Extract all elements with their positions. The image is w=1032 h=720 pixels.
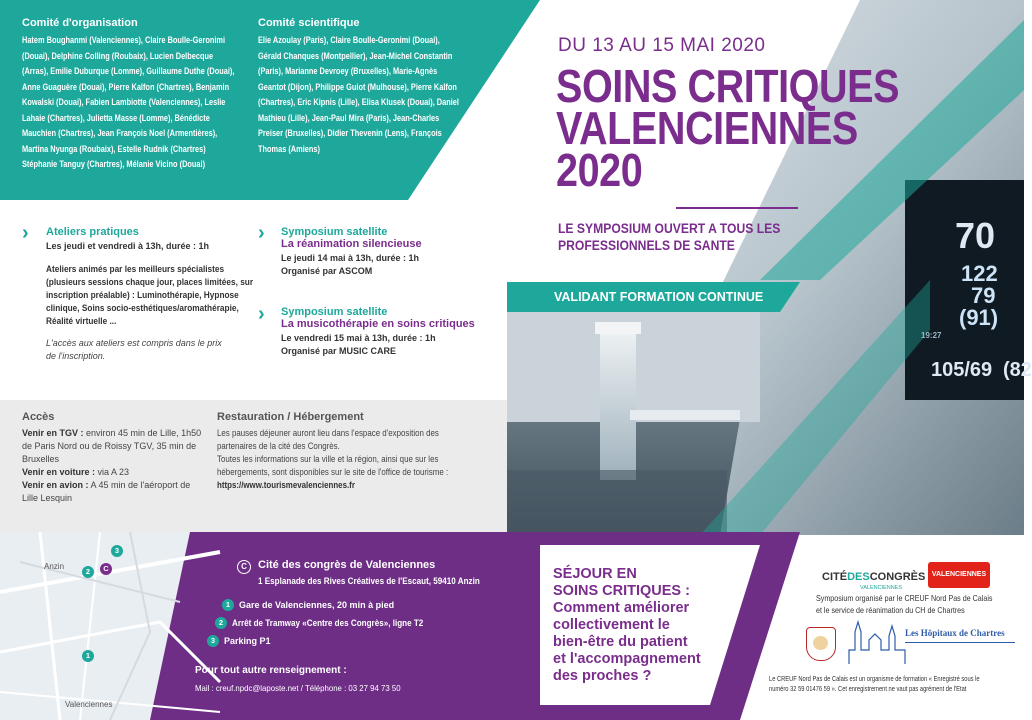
acces-avion-label: Venir en avion : [22, 480, 89, 490]
symposium-1-org: Organisé par ASCOM [281, 266, 373, 276]
comite-organisation-line: Anne Guaguère (Douai), Pierre Kalfon (Chartres), Benjamin [22, 81, 230, 92]
comite-organisation-list [22, 33, 235, 173]
symposium-2-org: Organisé par MUSIC CARE [281, 346, 397, 356]
restauration-line: Les pauses déjeuner auront lieu dans l'espace d'exposition des [217, 428, 439, 438]
venue-item-1: Gare de Valenciennes, 20 min à pied [239, 600, 395, 610]
acces-tgv-line: environ 45 min de Lille, 1h50 [83, 428, 202, 438]
acces-tgv-label: Venir en TGV : [22, 428, 84, 438]
crest-logo [806, 627, 836, 661]
acces-text [22, 427, 207, 505]
symposium-1-label: Symposium satellite [281, 226, 388, 238]
comite-organisation-line: Lahaie (Chartres), Julietta Masse (Lomme), Bénédicte [22, 112, 210, 123]
chevron-right-icon: › [258, 222, 265, 244]
info-heading: Pour tout autre renseignement : [195, 665, 347, 676]
title-rule [676, 207, 798, 209]
organised-line: Symposium organisé par le CREUF Nord Pas de Calais [816, 593, 993, 603]
acces-title: Accès [22, 411, 55, 423]
symposium-2 [281, 306, 496, 358]
ateliers-desc-line: clinique, Soins socio-esthétiques/aromathérapie, [46, 303, 239, 313]
sejour-question [553, 566, 701, 685]
ateliers-desc-line: Ateliers animés par les meilleurs spécialistes [46, 264, 225, 274]
comite-organisation-line: Martina Nyunga (Roubaix), Estelle Rudnik (Chartres) [22, 143, 206, 154]
comite-scientifique-line: (Paris), Marianne Devroey (Bruxelles), Marie-Agnès [258, 66, 438, 76]
title-line-2: VALENCIENNES [556, 102, 858, 154]
acces-tgv-line: Bruxelles [22, 454, 60, 464]
validant-label: VALIDANT FORMATION CONTINUE [554, 290, 764, 304]
chevron-right-icon: › [22, 222, 29, 244]
comite-scientifique [258, 17, 488, 157]
acces-voiture: via A 23 [95, 467, 130, 477]
contact-info[interactable]: Mail : creuf.npdc@laposte.net / Téléphone : 03 27 94 73 50 [195, 683, 401, 693]
ateliers-desc-line: inscription préalable) : Luminothérapie, Hypnose [46, 290, 239, 300]
venue-icon: C [237, 560, 251, 574]
comite-organisation-line: Mauchien (Chartres), Jean François Noel (Armentières), [22, 128, 218, 138]
monitor-time: 19:27 [921, 331, 942, 340]
venue-item-1-number: 1 [222, 599, 234, 611]
ateliers-desc [46, 263, 254, 328]
creuf-line: numéro 32 59 01476 59 ». Cet enregistrement ne vaut pas agrément de l'Etat [769, 684, 967, 693]
organised-by [816, 593, 992, 616]
restauration-title: Restauration / Hébergement [217, 411, 364, 423]
hopitaux-rule [905, 642, 1015, 643]
creuf-registration [769, 674, 980, 694]
symposium-2-label: Symposium satellite [281, 306, 388, 318]
map-streets [0, 532, 220, 720]
ateliers-section [46, 226, 256, 363]
comite-organisation-line: Hatem Boughanmi (Valenciennes), Claire Boulle-Geronimi [22, 35, 226, 45]
venue-name: Cité des congrès de Valenciennes [258, 559, 436, 571]
restauration-line: partenaires de la cité des Congrès. [217, 441, 340, 451]
monitor-readout [915, 185, 1032, 395]
subtitle-line-1: LE SYMPOSIUM OUVERT A TOUS LES [558, 221, 781, 236]
logo-cite-part: CITÉ [822, 571, 848, 583]
map-pin-2[interactable]: 2 [82, 566, 94, 578]
event-dates: DU 13 AU 15 MAI 2020 [558, 35, 766, 56]
comite-scientifique-line: Gérald Chanques (Montpellier), Jean-Michel Constantin [258, 50, 453, 61]
sejour-line: collectivement le [553, 617, 670, 633]
title-line-1: SOINS CRITIQUES [556, 60, 900, 112]
sejour-line: SOINS CRITIQUES : [553, 583, 690, 599]
sejour-line: des proches ? [553, 668, 652, 684]
creuf-line: Le CREUF Nord Pas de Calais est un organisme de formation « Enregistré sous le [769, 674, 980, 683]
map-pin-venue[interactable]: C [100, 563, 112, 575]
ateliers-title: Ateliers pratiques [46, 226, 139, 238]
page-title [556, 60, 955, 196]
ateliers-note [46, 337, 256, 363]
ateliers-desc-line: (plusieurs sessions chaque jour, places limitées, sur [46, 277, 254, 287]
chevron-right-icon: › [258, 303, 265, 325]
symposium-2-when: Le vendredi 15 mai à 13h, durée : 1h [281, 333, 436, 343]
venue-item-2-number: 2 [215, 617, 227, 629]
comite-scientifique-line: Elie Azoulay (Paris), Claire Boulle-Geronimi (Douai), [258, 35, 440, 45]
monitor-sys: 122 [961, 261, 998, 286]
acces-tgv-line: de Paris Nord ou de Roissy TGV, 35 min de [22, 441, 197, 451]
acces-avion-line: A 45 min de l'aéroport de [88, 480, 191, 490]
title-line-3: 2020 [556, 144, 643, 196]
acces-section [22, 411, 207, 505]
restauration-section [217, 411, 507, 492]
symposium-1-title: La réanimation silencieuse [281, 238, 422, 250]
comite-organisation-title: Comité d'organisation [22, 17, 138, 29]
hopitaux-chartres-logo: Les Hôpitaux de Chartres [905, 628, 1005, 638]
monitor-dia: 79 [971, 283, 996, 308]
comite-organisation-line: Kowalski (Douai), Fabien Lambiotte (Valenciennes), Leslie [22, 97, 226, 107]
comite-scientifique-title: Comité scientifique [258, 17, 360, 29]
logo-cite-sub: VALENCIENNES [860, 585, 903, 591]
monitor-hr: 70 [955, 215, 996, 256]
cite-des-congres-logo [822, 567, 925, 591]
monitor-nibp: 105/69 [931, 359, 993, 381]
acces-avion-line: Lille Lesquin [22, 493, 73, 503]
comite-organisation-line: (Arras), Emilie Duburque (Lomme), Guillaume Duthe (Douai), [22, 66, 235, 76]
logo-cite-part: DES [847, 571, 870, 583]
venue-item-2: Arrêt de Tramway «Centre des Congrès», ligne T2 [232, 618, 424, 628]
sejour-line: bien-être du patient [553, 634, 688, 650]
logo-cite-part: CONGRÈS [869, 571, 926, 583]
ateliers-desc-line: Réalité virtuelle ... [46, 316, 117, 326]
ateliers-when: Les jeudi et vendredi à 13h, durée : 1h [46, 241, 210, 251]
venue-item-3: Parking P1 [224, 636, 271, 646]
ateliers-note-line: de l'inscription. [46, 351, 106, 361]
ateliers-note-line: L'accès aux ateliers est compris dans le prix [46, 338, 222, 348]
comite-organisation-line: Stéphanie Tanguy (Chartres), Mélanie Vicino (Douai) [22, 159, 206, 169]
comite-scientifique-line: Preiser (Bruxelles), Didier Thevenin (Lens), François [258, 128, 442, 138]
tourism-link[interactable]: https://www.tourismevalenciennes.fr [217, 480, 355, 490]
symposium-1-when: Le jeudi 14 mai à 13h, durée : 1h [281, 253, 420, 263]
subtitle-line-2: PROFESSIONNELS DE SANTE [558, 238, 735, 253]
map-pin-3[interactable]: 3 [111, 545, 123, 557]
organised-line: et le service de réanimation du CH de Chartres [816, 604, 965, 615]
map-pin-1[interactable]: 1 [82, 650, 94, 662]
subtitle [558, 220, 780, 254]
restauration-text [217, 427, 472, 492]
symposium-1 [281, 226, 491, 278]
symposium-2-title: La musicothérapie en soins critiques [281, 318, 475, 330]
map-label-valenciennes: Valenciennes [65, 700, 113, 709]
comite-scientifique-line: Mathieu (Lille), Jean-Paul Mira (Paris), Jean-Charles [258, 112, 440, 123]
map-label-anzin: Anzin [44, 562, 65, 571]
restauration-line: Toutes les informations sur la ville et la région, ainsi que sur les [217, 454, 439, 464]
venue-item-3-number: 3 [207, 635, 219, 647]
sejour-line: SÉJOUR EN [553, 566, 637, 582]
monitor-cut: (82 [1003, 359, 1032, 381]
restauration-line: hébergements, sont disponibles sur le site de l'office de tourisme : [217, 467, 449, 477]
venue-address: 1 Esplanade des Rives Créatives de l'Escaut, 59410 Anzin [258, 576, 480, 586]
comite-scientifique-line: (Chartres), Eric Kipnis (Lille), Elisa Klusek (Douai), Daniel [258, 97, 459, 107]
comite-organisation-line: (Douai), Delphine Colling (Roubaix), Lucien Delbecque [22, 50, 214, 61]
valenciennes-logo: VALENCIENNES [928, 562, 990, 588]
comite-organisation [22, 17, 252, 173]
comite-scientifique-line: Thomas (Amiens) [258, 143, 320, 154]
cathedral-icon [845, 620, 910, 665]
sejour-line: Comment améliorer [553, 600, 690, 616]
monitor-mean: (91) [959, 305, 999, 330]
comite-scientifique-line: Geantot (Dijon), Philippe Guiot (Mulhouse), Pierre Kalfon [258, 81, 457, 92]
acces-voiture-label: Venir en voiture : [22, 467, 96, 477]
comite-scientifique-list [258, 33, 459, 157]
sejour-line: et l'accompagnement [553, 651, 701, 667]
